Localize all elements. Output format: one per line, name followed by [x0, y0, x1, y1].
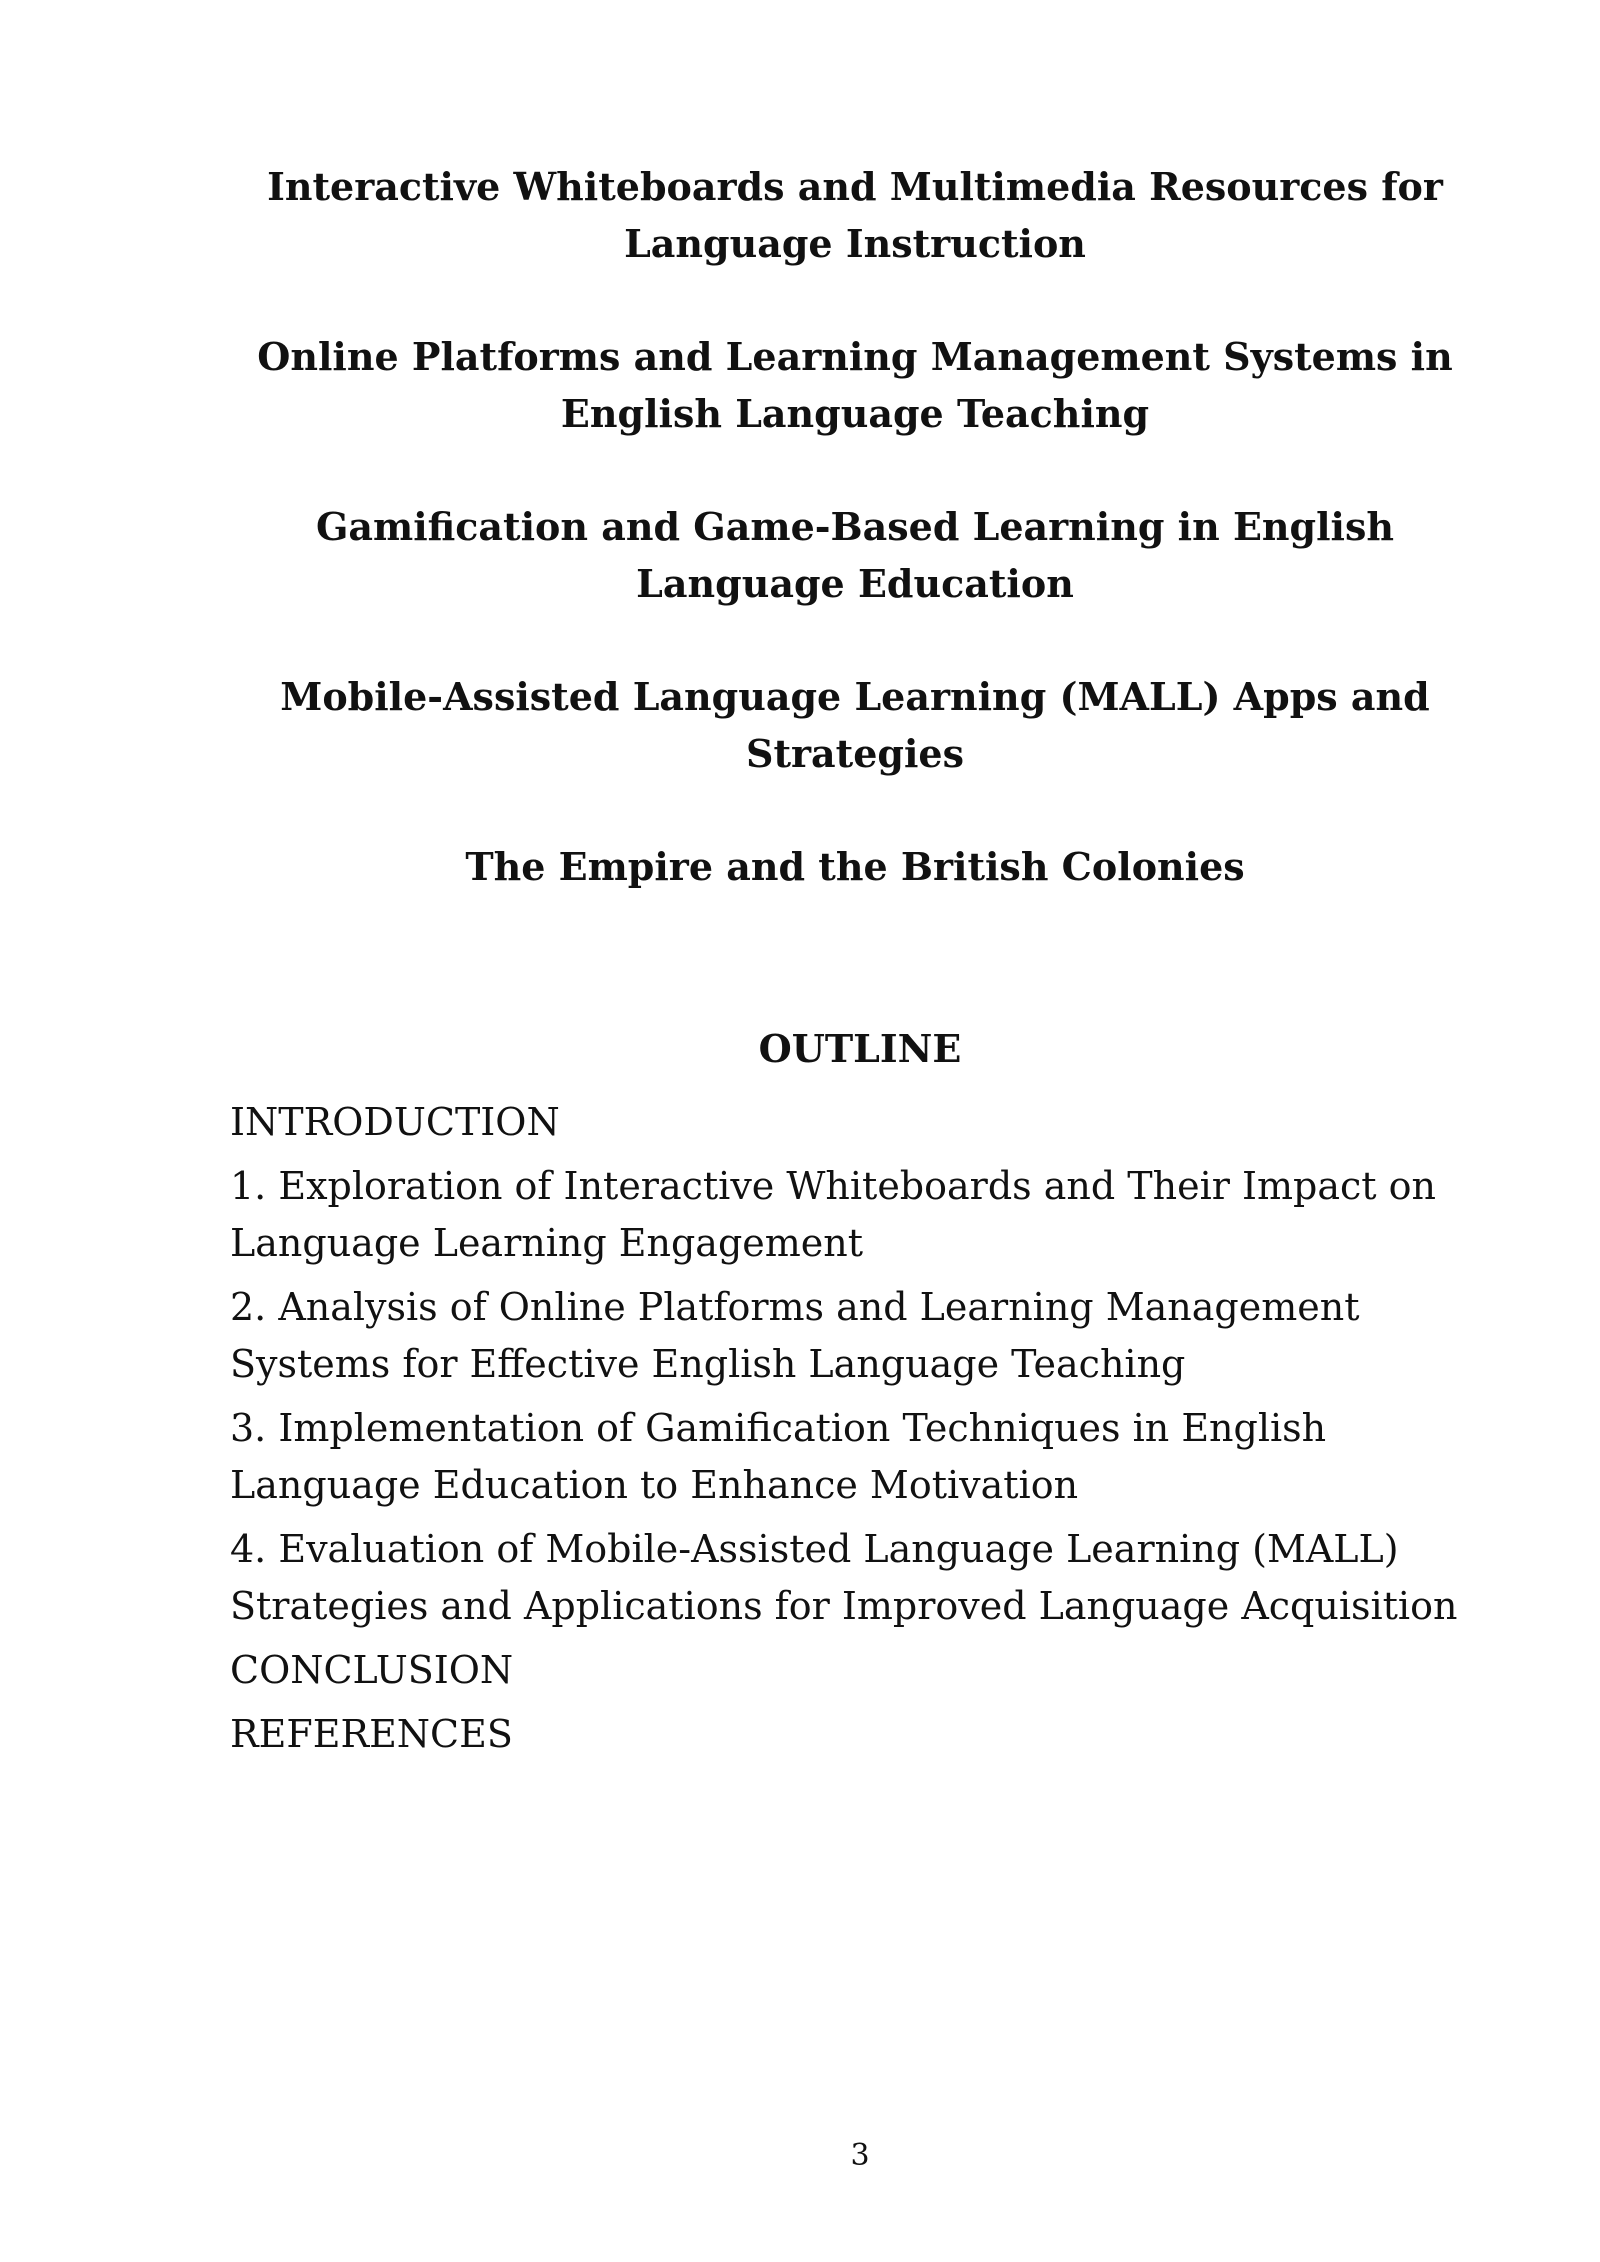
outline-item-references: REFERENCES: [230, 1712, 513, 1756]
outline-item-conclusion: CONCLUSION: [230, 1648, 514, 1692]
outline-item-chapter-4: 4. Evaluation of Mobile-Assisted Language Learning (MALL) Strategies and Applications for Improved Language Acquisition: [230, 1527, 1458, 1628]
topic-title: Online Platforms and Learning Management Systems in English Language Teaching: [257, 334, 1453, 436]
page-number: 3: [850, 2138, 870, 2173]
outline-item-introduction: INTRODUCTION: [230, 1100, 560, 1144]
topic-list: [240, 158, 1470, 951]
topic-title: Mobile-Assisted Language Learning (MALL) Apps and Strategies: [280, 674, 1430, 776]
outline-heading: OUTLINE: [758, 1026, 962, 1071]
outline-item-chapter-2: 2. Analysis of Online Platforms and Learning Management Systems for Effective English Language Teaching: [230, 1285, 1360, 1386]
topic-title: The Empire and the British Colonies: [465, 844, 1245, 889]
topic-title: Gamification and Game-Based Learning in English Language Education: [315, 504, 1395, 606]
topic-title: Interactive Whiteboards and Multimedia Resources for Language Instruction: [267, 164, 1443, 266]
outline-list: [230, 1094, 1490, 1770]
outline-item-chapter-1: 1. Exploration of Interactive Whiteboards and Their Impact on Language Learning Engagement: [230, 1164, 1436, 1265]
outline-item-chapter-3: 3. Implementation of Gamification Techniques in English Language Education to Enhance Motivation: [230, 1406, 1327, 1507]
